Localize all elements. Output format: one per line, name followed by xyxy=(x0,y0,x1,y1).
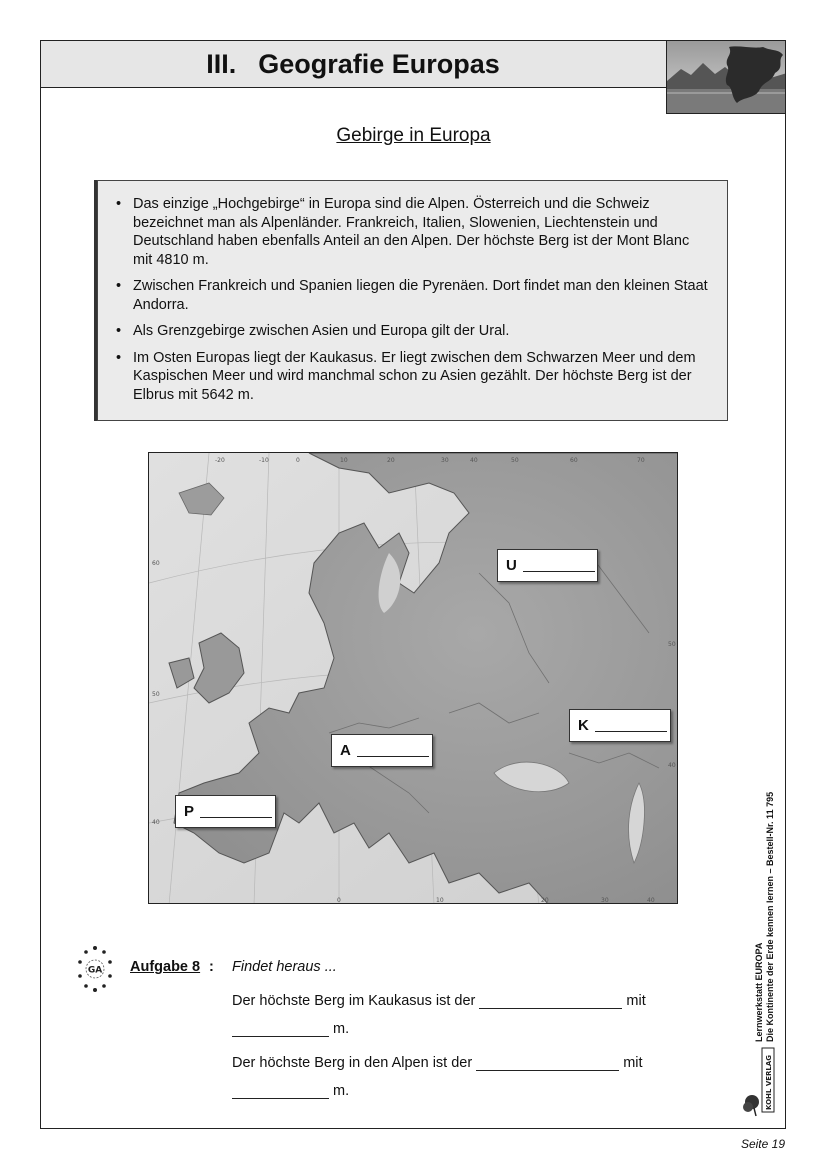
map-label-letter: A xyxy=(340,742,351,759)
question-2-mid: mit xyxy=(623,1055,643,1071)
answer-blank-height[interactable] xyxy=(232,1022,329,1037)
map-top-tick: 50 xyxy=(511,457,519,464)
map-label-alpen[interactable] xyxy=(331,734,433,767)
info-item-alpen: • Das einzige „Hochgebirge“ in Europa sind die Alpen. Österreich und die Schweiz bezeichnet man als Alpenländer. Frankreich, Italien, Slowenien, Liechtenstein und Deutschland haben ebenfalls Anteil an den Alpen. Der höchste Berg ist der Mont Blanc mit 4810 m. xyxy=(114,195,711,269)
map-left-tick: 40 xyxy=(152,819,160,826)
chapter-number: III. xyxy=(206,48,237,79)
publisher-name: KOHL VERLAG xyxy=(765,1054,773,1110)
map-top-tick: 70 xyxy=(637,457,645,464)
question-1-unit: m. xyxy=(333,1021,350,1037)
map-label-letter: P xyxy=(184,803,195,820)
map-bottom-tick: 20 xyxy=(541,897,549,904)
map-label-ural[interactable] xyxy=(497,549,598,582)
info-item-ural: • Als Grenzgebirge zwischen Asien und Europa gilt der Ural. xyxy=(114,322,711,341)
side-publication-info xyxy=(754,792,776,1042)
question-1-height xyxy=(232,1021,349,1037)
answer-blank-height[interactable] xyxy=(232,1084,329,1099)
map-bottom-tick: 10 xyxy=(436,897,444,904)
map-left-tick: 60 xyxy=(152,560,160,567)
publisher-logo xyxy=(740,1044,776,1118)
page-number: Seite 19 xyxy=(740,1137,785,1151)
group-work-label: GA xyxy=(87,965,103,976)
map-label-pyrenaeen[interactable] xyxy=(175,795,276,828)
europe-landscape-photo xyxy=(666,40,786,114)
map-bottom-tick: 30 xyxy=(601,897,609,904)
europe-relief-map xyxy=(148,452,678,904)
map-top-tick: 60 xyxy=(570,457,578,464)
question-2-unit: m. xyxy=(333,1083,350,1099)
page-title xyxy=(40,40,666,88)
map-top-tick: -10 xyxy=(259,457,269,464)
question-2 xyxy=(232,1055,643,1071)
group-work-icon xyxy=(77,944,113,994)
answer-blank[interactable] xyxy=(595,719,667,732)
info-item-pyrenaeen: • Zwischen Frankreich und Spanien liegen die Pyrenäen. Dort findet man den kleinen Staat Andorra. xyxy=(114,277,711,314)
answer-blank-mountain[interactable] xyxy=(476,1056,619,1071)
map-bottom-tick: 0 xyxy=(337,897,341,904)
answer-blank[interactable] xyxy=(200,805,272,818)
chapter-title: Geografie Europas xyxy=(258,48,500,79)
map-top-tick: 40 xyxy=(470,457,478,464)
question-1-text: Der höchste Berg im Kaukasus ist der xyxy=(232,993,476,1009)
map-right-tick: 50 xyxy=(668,641,676,648)
question-1 xyxy=(232,993,646,1009)
map-bottom-tick: 40 xyxy=(647,897,655,904)
map-top-tick: 30 xyxy=(441,457,449,464)
map-top-tick: 10 xyxy=(340,457,348,464)
side-title: Lernwerkstatt EUROPA xyxy=(754,942,764,1042)
map-top-tick: 20 xyxy=(387,457,395,464)
answer-blank-mountain[interactable] xyxy=(479,994,622,1009)
map-left-tick: 50 xyxy=(152,691,160,698)
answer-blank[interactable] xyxy=(357,744,429,757)
task-label: Aufgabe 8 xyxy=(130,959,201,975)
question-2-text: Der höchste Berg in den Alpen ist der xyxy=(232,1055,473,1071)
map-label-kaukasus[interactable] xyxy=(569,709,671,742)
task-intro: Findet heraus ... xyxy=(232,959,337,975)
map-top-tick: 0 xyxy=(296,457,300,464)
answer-blank[interactable] xyxy=(523,559,595,572)
map-top-tick: -20 xyxy=(215,457,225,464)
question-2-height xyxy=(232,1083,349,1099)
task-label-colon: : xyxy=(209,959,214,975)
info-box xyxy=(97,180,728,421)
info-item-kaukasus: • Im Osten Europas liegt der Kaukasus. Er liegt zwischen dem Schwarzen Meer und dem Kaspischen Meer und wird manchmal schon zu Asien gezählt. Der höchste Berg ist der Elbrus mit 5642 m. xyxy=(114,349,711,405)
map-right-tick: 40 xyxy=(668,762,676,769)
map-label-letter: U xyxy=(506,557,517,574)
section-subtitle: Gebirge in Europa xyxy=(336,125,491,146)
map-label-letter: K xyxy=(578,717,589,734)
question-1-mid: mit xyxy=(626,993,646,1009)
side-subtitle: Die Kontinente der Erde kennen lernen – Bestell-Nr. 11 795 xyxy=(765,791,775,1042)
